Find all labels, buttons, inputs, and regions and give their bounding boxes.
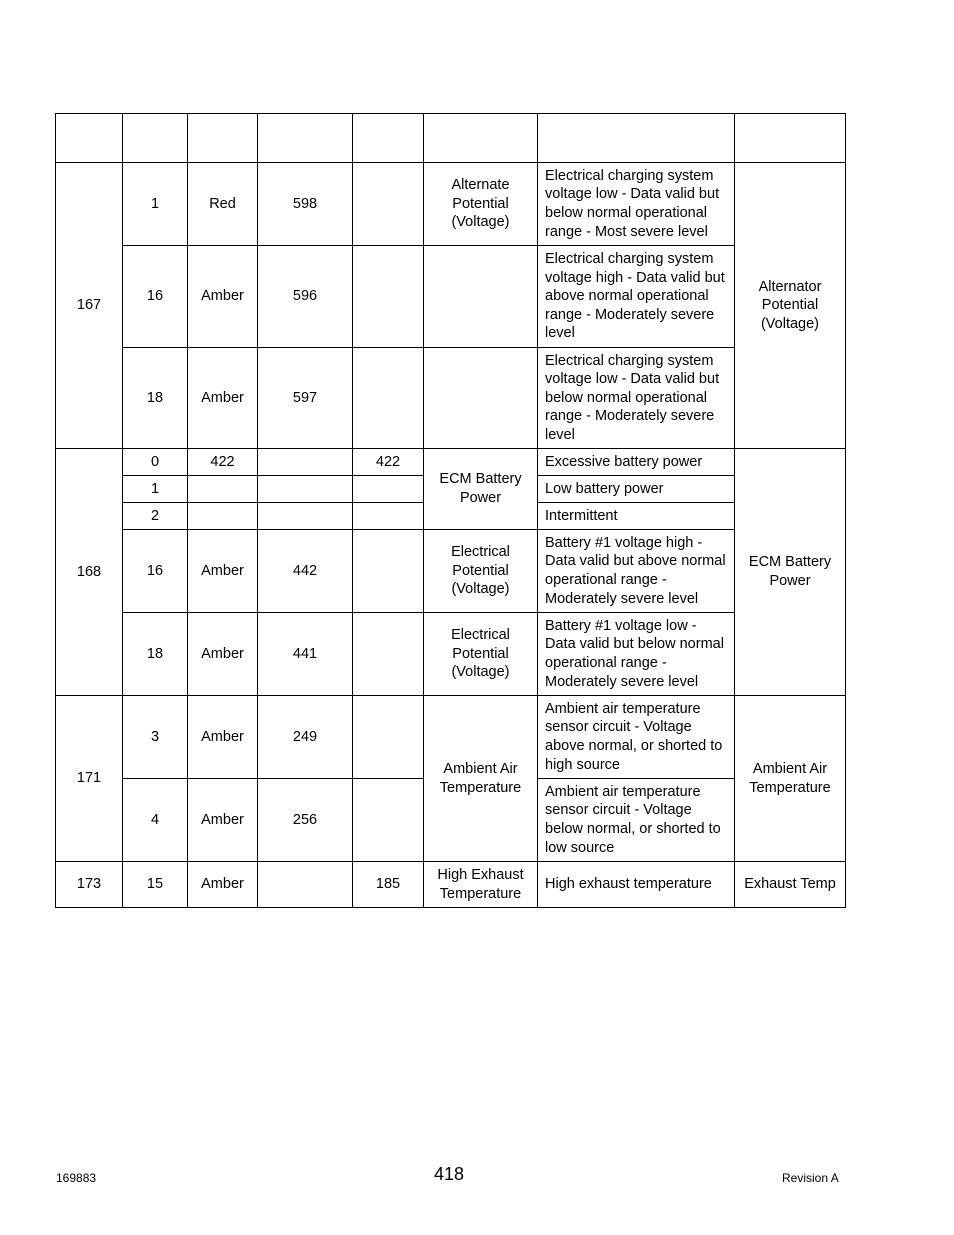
- lamp-cell: Amber: [188, 530, 258, 613]
- code-cell: [258, 449, 353, 476]
- code-cell: 598: [258, 163, 353, 246]
- code-cell: [353, 246, 424, 348]
- fmi-cell: 2: [123, 503, 188, 530]
- description-cell: Battery #1 voltage low - Data valid but below normal operational range - Moderately severe level: [538, 613, 735, 696]
- spn-cell: 171: [56, 696, 123, 862]
- fault-name-cell: [424, 348, 538, 449]
- code-cell: 441: [258, 613, 353, 696]
- code-cell: 249: [258, 696, 353, 779]
- lamp-cell: Amber: [188, 696, 258, 779]
- lamp-cell: Amber: [188, 613, 258, 696]
- fault-name-cell: [424, 246, 538, 348]
- fault-name-cell: High Exhaust Temperature: [424, 862, 538, 908]
- code-cell: 256: [258, 779, 353, 862]
- code-cell: [258, 862, 353, 908]
- code-cell: [353, 476, 424, 503]
- fault-name-cell: ECM Battery Power: [424, 449, 538, 530]
- header-cell: [56, 114, 123, 163]
- description-cell: Ambient air temperature sensor circuit - Voltage above normal, or shorted to high source: [538, 696, 735, 779]
- description-cell: Electrical charging system voltage low - Data valid but below normal operational range - Most severe level: [538, 163, 735, 246]
- code-cell: 597: [258, 348, 353, 449]
- description-cell: Low battery power: [538, 476, 735, 503]
- table-row: [56, 246, 846, 348]
- code-cell: [353, 696, 424, 779]
- fmi-cell: 16: [123, 246, 188, 348]
- fmi-cell: 16: [123, 530, 188, 613]
- spn-cell: 173: [56, 862, 123, 908]
- document-number: 169883: [56, 1171, 97, 1185]
- table-row: [56, 348, 846, 449]
- table-row: [56, 163, 846, 246]
- fault-name-cell: Electrical Potential (Voltage): [424, 530, 538, 613]
- header-cell: [188, 114, 258, 163]
- table-header-row: [56, 114, 846, 163]
- header-cell: [424, 114, 538, 163]
- code-cell: [353, 613, 424, 696]
- code-cell: 596: [258, 246, 353, 348]
- description-cell: Battery #1 voltage high - Data valid but above normal operational range - Moderately severe level: [538, 530, 735, 613]
- fmi-cell: 4: [123, 779, 188, 862]
- spn-cell: 168: [56, 449, 123, 696]
- header-cell: [353, 114, 424, 163]
- summary-cell: Alternator Potential (Voltage): [735, 163, 846, 449]
- fmi-cell: 15: [123, 862, 188, 908]
- code-cell: [353, 503, 424, 530]
- fmi-cell: 3: [123, 696, 188, 779]
- header-cell: [538, 114, 735, 163]
- lamp-cell: [188, 476, 258, 503]
- fmi-cell: 18: [123, 348, 188, 449]
- table-row: [56, 530, 846, 613]
- summary-cell: Ambient Air Temperature: [735, 696, 846, 862]
- fmi-cell: 18: [123, 613, 188, 696]
- description-cell: Intermittent: [538, 503, 735, 530]
- fmi-cell: 0: [123, 449, 188, 476]
- summary-cell: Exhaust Temp: [735, 862, 846, 908]
- header-cell: [735, 114, 846, 163]
- fmi-cell: 1: [123, 476, 188, 503]
- code-cell: [258, 476, 353, 503]
- fault-code-table: [55, 113, 846, 908]
- page-number: 418: [434, 1164, 465, 1184]
- header-cell: [123, 114, 188, 163]
- code-cell: 185: [353, 862, 424, 908]
- lamp-cell: 422: [188, 449, 258, 476]
- description-cell: Electrical charging system voltage low - Data valid but below normal operational range - Moderately severe level: [538, 348, 735, 449]
- header-cell: [258, 114, 353, 163]
- fault-name-cell: Electrical Potential (Voltage): [424, 613, 538, 696]
- table-row: [56, 613, 846, 696]
- lamp-cell: Amber: [188, 862, 258, 908]
- fmi-cell: 1: [123, 163, 188, 246]
- table-row: [56, 696, 846, 779]
- description-cell: Ambient air temperature sensor circuit - Voltage below normal, or shorted to low source: [538, 779, 735, 862]
- summary-cell: ECM Battery Power: [735, 449, 846, 696]
- code-cell: [353, 530, 424, 613]
- code-cell: [353, 163, 424, 246]
- lamp-cell: Amber: [188, 348, 258, 449]
- spn-cell: 167: [56, 163, 123, 449]
- description-cell: High exhaust temperature: [538, 862, 735, 908]
- code-cell: [353, 779, 424, 862]
- lamp-cell: Amber: [188, 779, 258, 862]
- code-cell: 442: [258, 530, 353, 613]
- revision-label: Revision A: [782, 1171, 839, 1185]
- table-row: [56, 449, 846, 476]
- lamp-cell: Amber: [188, 246, 258, 348]
- code-cell: [258, 503, 353, 530]
- code-cell: [353, 348, 424, 449]
- lamp-cell: Red: [188, 163, 258, 246]
- fault-name-cell: Alternate Potential (Voltage): [424, 163, 538, 246]
- fault-name-cell: Ambient Air Temperature: [424, 696, 538, 862]
- description-cell: Excessive battery power: [538, 449, 735, 476]
- code-cell: 422: [353, 449, 424, 476]
- description-cell: Electrical charging system voltage high - Data valid but above normal operational range - Moderately severe level: [538, 246, 735, 348]
- lamp-cell: [188, 503, 258, 530]
- table-row: [56, 862, 846, 908]
